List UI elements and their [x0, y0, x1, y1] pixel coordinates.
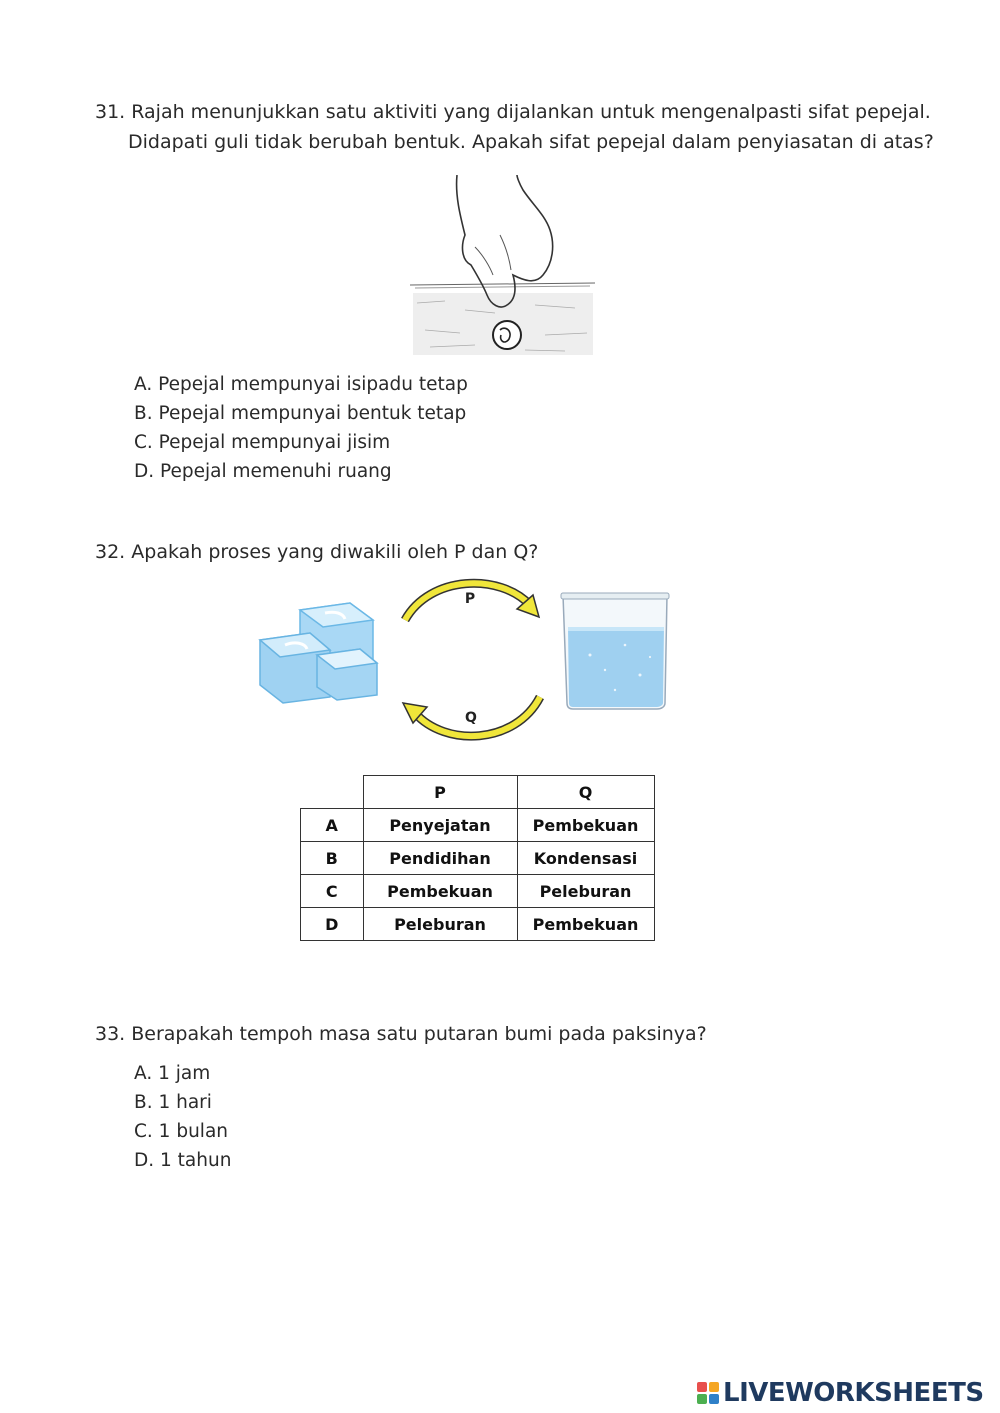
row-p: Penyejatan: [363, 809, 517, 842]
q33-question: 33. Berapakah tempoh masa satu putaran bumi pada paksinya?: [95, 1023, 707, 1045]
q31-line2: Didapati guli tidak berubah bentuk. Apakah sifat pepejal dalam penyiasatan di atas?: [128, 131, 934, 153]
table-row[interactable]: [301, 809, 655, 842]
liveworksheets-logo-icon: [697, 1382, 719, 1404]
q31-option-d[interactable]: D. Pepejal memenuhi ruang: [134, 461, 392, 482]
row-letter: D: [301, 908, 364, 941]
row-p: Pembekuan: [363, 875, 517, 908]
table-header-blank: [301, 776, 364, 809]
q31-line1: 31. Rajah menunjukkan satu aktiviti yang dijalankan untuk mengenalpasti sifat pepejal.: [95, 101, 931, 123]
arrow-q-label: Q: [465, 710, 477, 726]
q33-option-c[interactable]: C. 1 bulan: [134, 1121, 228, 1142]
row-q: Pembekuan: [517, 809, 654, 842]
table-row[interactable]: [301, 908, 655, 941]
state-change-diagram: [255, 575, 680, 750]
q33-option-b[interactable]: B. 1 hari: [134, 1092, 212, 1113]
q33-option-a[interactable]: A. 1 jam: [134, 1063, 211, 1084]
q32-question: 32. Apakah proses yang diwakili oleh P dan Q?: [95, 541, 539, 563]
table-row[interactable]: [301, 842, 655, 875]
row-letter: C: [301, 875, 364, 908]
ice-cubes-image: [260, 603, 377, 703]
row-letter: A: [301, 809, 364, 842]
watermark-text: LIVEWORKSHEETS: [723, 1378, 984, 1408]
liveworksheets-watermark: [697, 1378, 984, 1408]
q31-option-b[interactable]: B. Pepejal mempunyai bentuk tetap: [134, 403, 467, 424]
table-header-row: [301, 776, 655, 809]
row-p: Peleburan: [363, 908, 517, 941]
row-letter: B: [301, 842, 364, 875]
hand-pressing-marble-illustration: [405, 175, 600, 360]
row-q: Kondensasi: [517, 842, 654, 875]
arrow-p-label: P: [464, 591, 476, 607]
row-q: Peleburan: [517, 875, 654, 908]
table-row[interactable]: [301, 875, 655, 908]
q33-option-d[interactable]: D. 1 tahun: [134, 1150, 232, 1171]
table-header-q: Q: [517, 776, 654, 809]
table-header-p: P: [363, 776, 517, 809]
q31-option-a[interactable]: A. Pepejal mempunyai isipadu tetap: [134, 374, 468, 395]
beaker-water-image: [561, 593, 669, 709]
row-p: Pendidihan: [363, 842, 517, 875]
q31-option-c[interactable]: C. Pepejal mempunyai jisim: [134, 432, 391, 453]
q32-answer-table: [300, 775, 655, 941]
row-q: Pembekuan: [517, 908, 654, 941]
